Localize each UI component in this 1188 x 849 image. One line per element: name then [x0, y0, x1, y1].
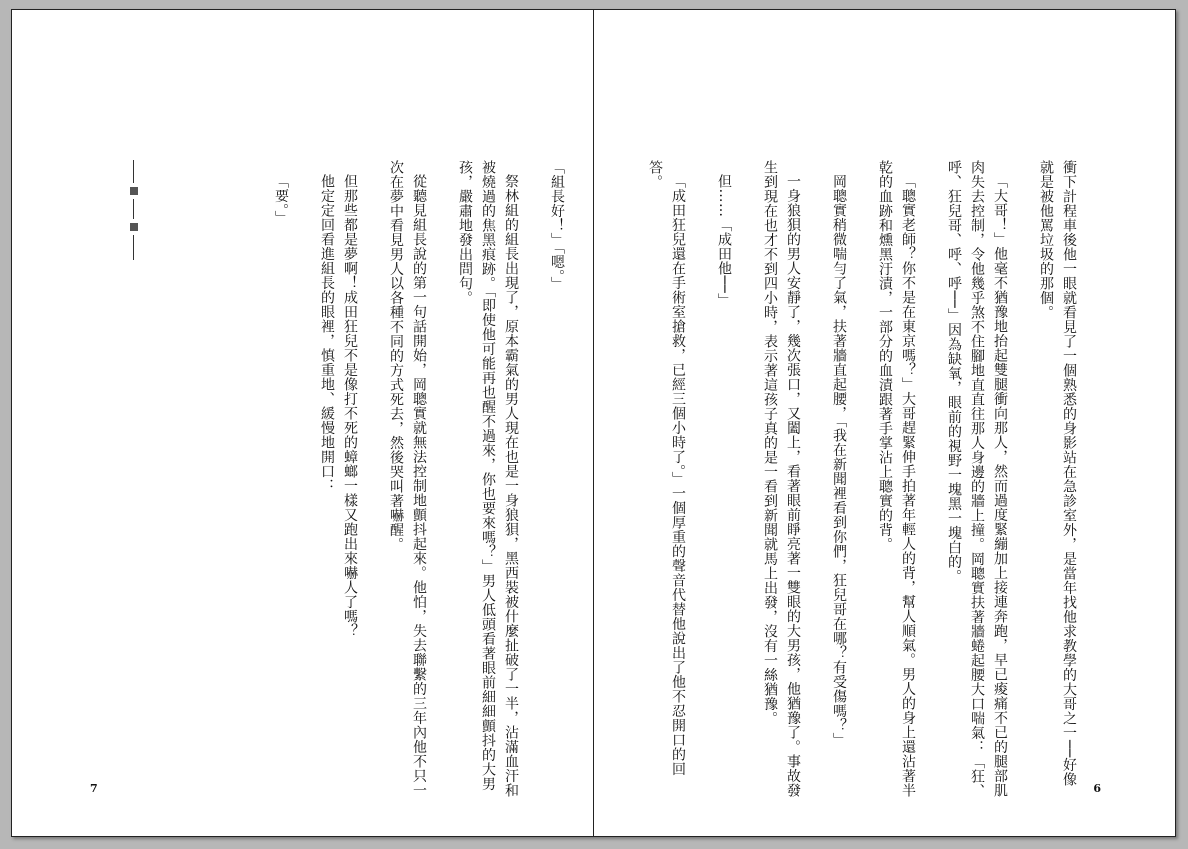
paragraph-spacer: [804, 160, 827, 800]
paragraph: 「大哥！」他毫不猶豫地抬起雙腿衝向那人，然而過度緊繃加上接連奔跑，早已痠痛不已的腿部肌肉失去控制，令他幾乎煞不住腳地直直往那人身邊的牆上撞。岡聰實扶著牆蜷起腰大口喘氣：「狂、呼、狂兒哥、呼、呼──」因為缺氧，眼前的視野一塊黑一塊白的。: [946, 160, 1008, 798]
book-spread: [11, 9, 1176, 837]
paragraph-spacer: [361, 160, 384, 800]
right-page: [594, 10, 1175, 836]
paragraph-spacer: [919, 160, 942, 800]
paragraph: 他定定回看進組長的眼裡，慎重地、緩慢地開口：: [319, 174, 335, 493]
ornament-line: [133, 160, 134, 183]
paragraph: 岡聰實稍微喘勻了氣，扶著牆直起腰，「我在新聞裡看到你們，狂兒哥在哪？有受傷嗎？」: [831, 174, 847, 747]
ornament-square: [130, 223, 138, 231]
paragraph: 「成田狂兒還在手術室搶救，已經三個小時了。」一個厚重的聲音代替他說出了他不忍開口的回答。: [647, 160, 686, 776]
paragraph-spacer: [850, 160, 873, 800]
page-number: 7: [90, 782, 98, 795]
chapter-ornament: [129, 160, 139, 260]
paragraph: 「組長好！」「嗯。」: [549, 160, 565, 291]
paragraph: 但……「成田他──」: [716, 174, 732, 308]
ornament-line: [133, 199, 134, 219]
paragraph: 「聰實老師？你不是在東京嗎？」大哥趕緊伸手拍著年輕人的背，幫人順氣。男人的身上還沾著半乾的血跡和燻黑汙漬，一部分的血漬跟著手掌沾上聰實的背。: [877, 160, 916, 798]
paragraph-spacer: [430, 160, 453, 800]
paragraph: 一身狼狽的男人安靜了，幾次張口，又闔上，看著眼前睜亮著一雙眼的大男孩，他猶豫了。事故發生到現在也才不到四小時，表示著這孩子真的是一看到新聞就馬上出發，沒有一絲猶豫。: [762, 160, 801, 798]
paragraph: 祭林組的組長出現了，原本霸氣的男人現在也是一身狼狽，黑西裝被什麼扯破了一半，沾滿血汗和被燒過的焦黑痕跡。「即使他可能再也醒不過來，你也要來嗎？」男人低頭看著眼前細細顫抖的大男孩，嚴肅地發出問句。: [457, 160, 519, 798]
paragraph: 但那些都是夢啊！成田狂兒不是像打不死的蟑螂一樣又跑出來嚇人了嗎？: [342, 174, 358, 638]
ornament-line: [133, 235, 134, 260]
paragraph: 「要。」: [273, 174, 289, 225]
paragraph-spacer: [522, 160, 545, 800]
paragraph: 從聽見組長說的第一句話開始，岡聰實就無法控制地顫抖起來。他怕，失去聯繫的三年內他不只一次在夢中看見男人以各種不同的方式死去，然後哭叫著嚇醒。: [388, 160, 427, 798]
left-page: [12, 10, 593, 836]
paragraph: 衝下計程車後他一眼就看見了一個熟悉的身影站在急診室外，是當年找他求教學的大哥之一──好像就是被他罵垃圾的那個。: [1038, 160, 1077, 787]
paragraph-spacer: [292, 160, 315, 800]
page-number: 6: [1093, 782, 1101, 795]
left-page-text: [223, 160, 568, 800]
paragraph-spacer: [1011, 160, 1034, 800]
ornament-square: [130, 187, 138, 195]
paragraph-spacer: [735, 160, 758, 800]
right-page-text: [647, 160, 1080, 800]
paragraph-spacer: [689, 160, 712, 800]
